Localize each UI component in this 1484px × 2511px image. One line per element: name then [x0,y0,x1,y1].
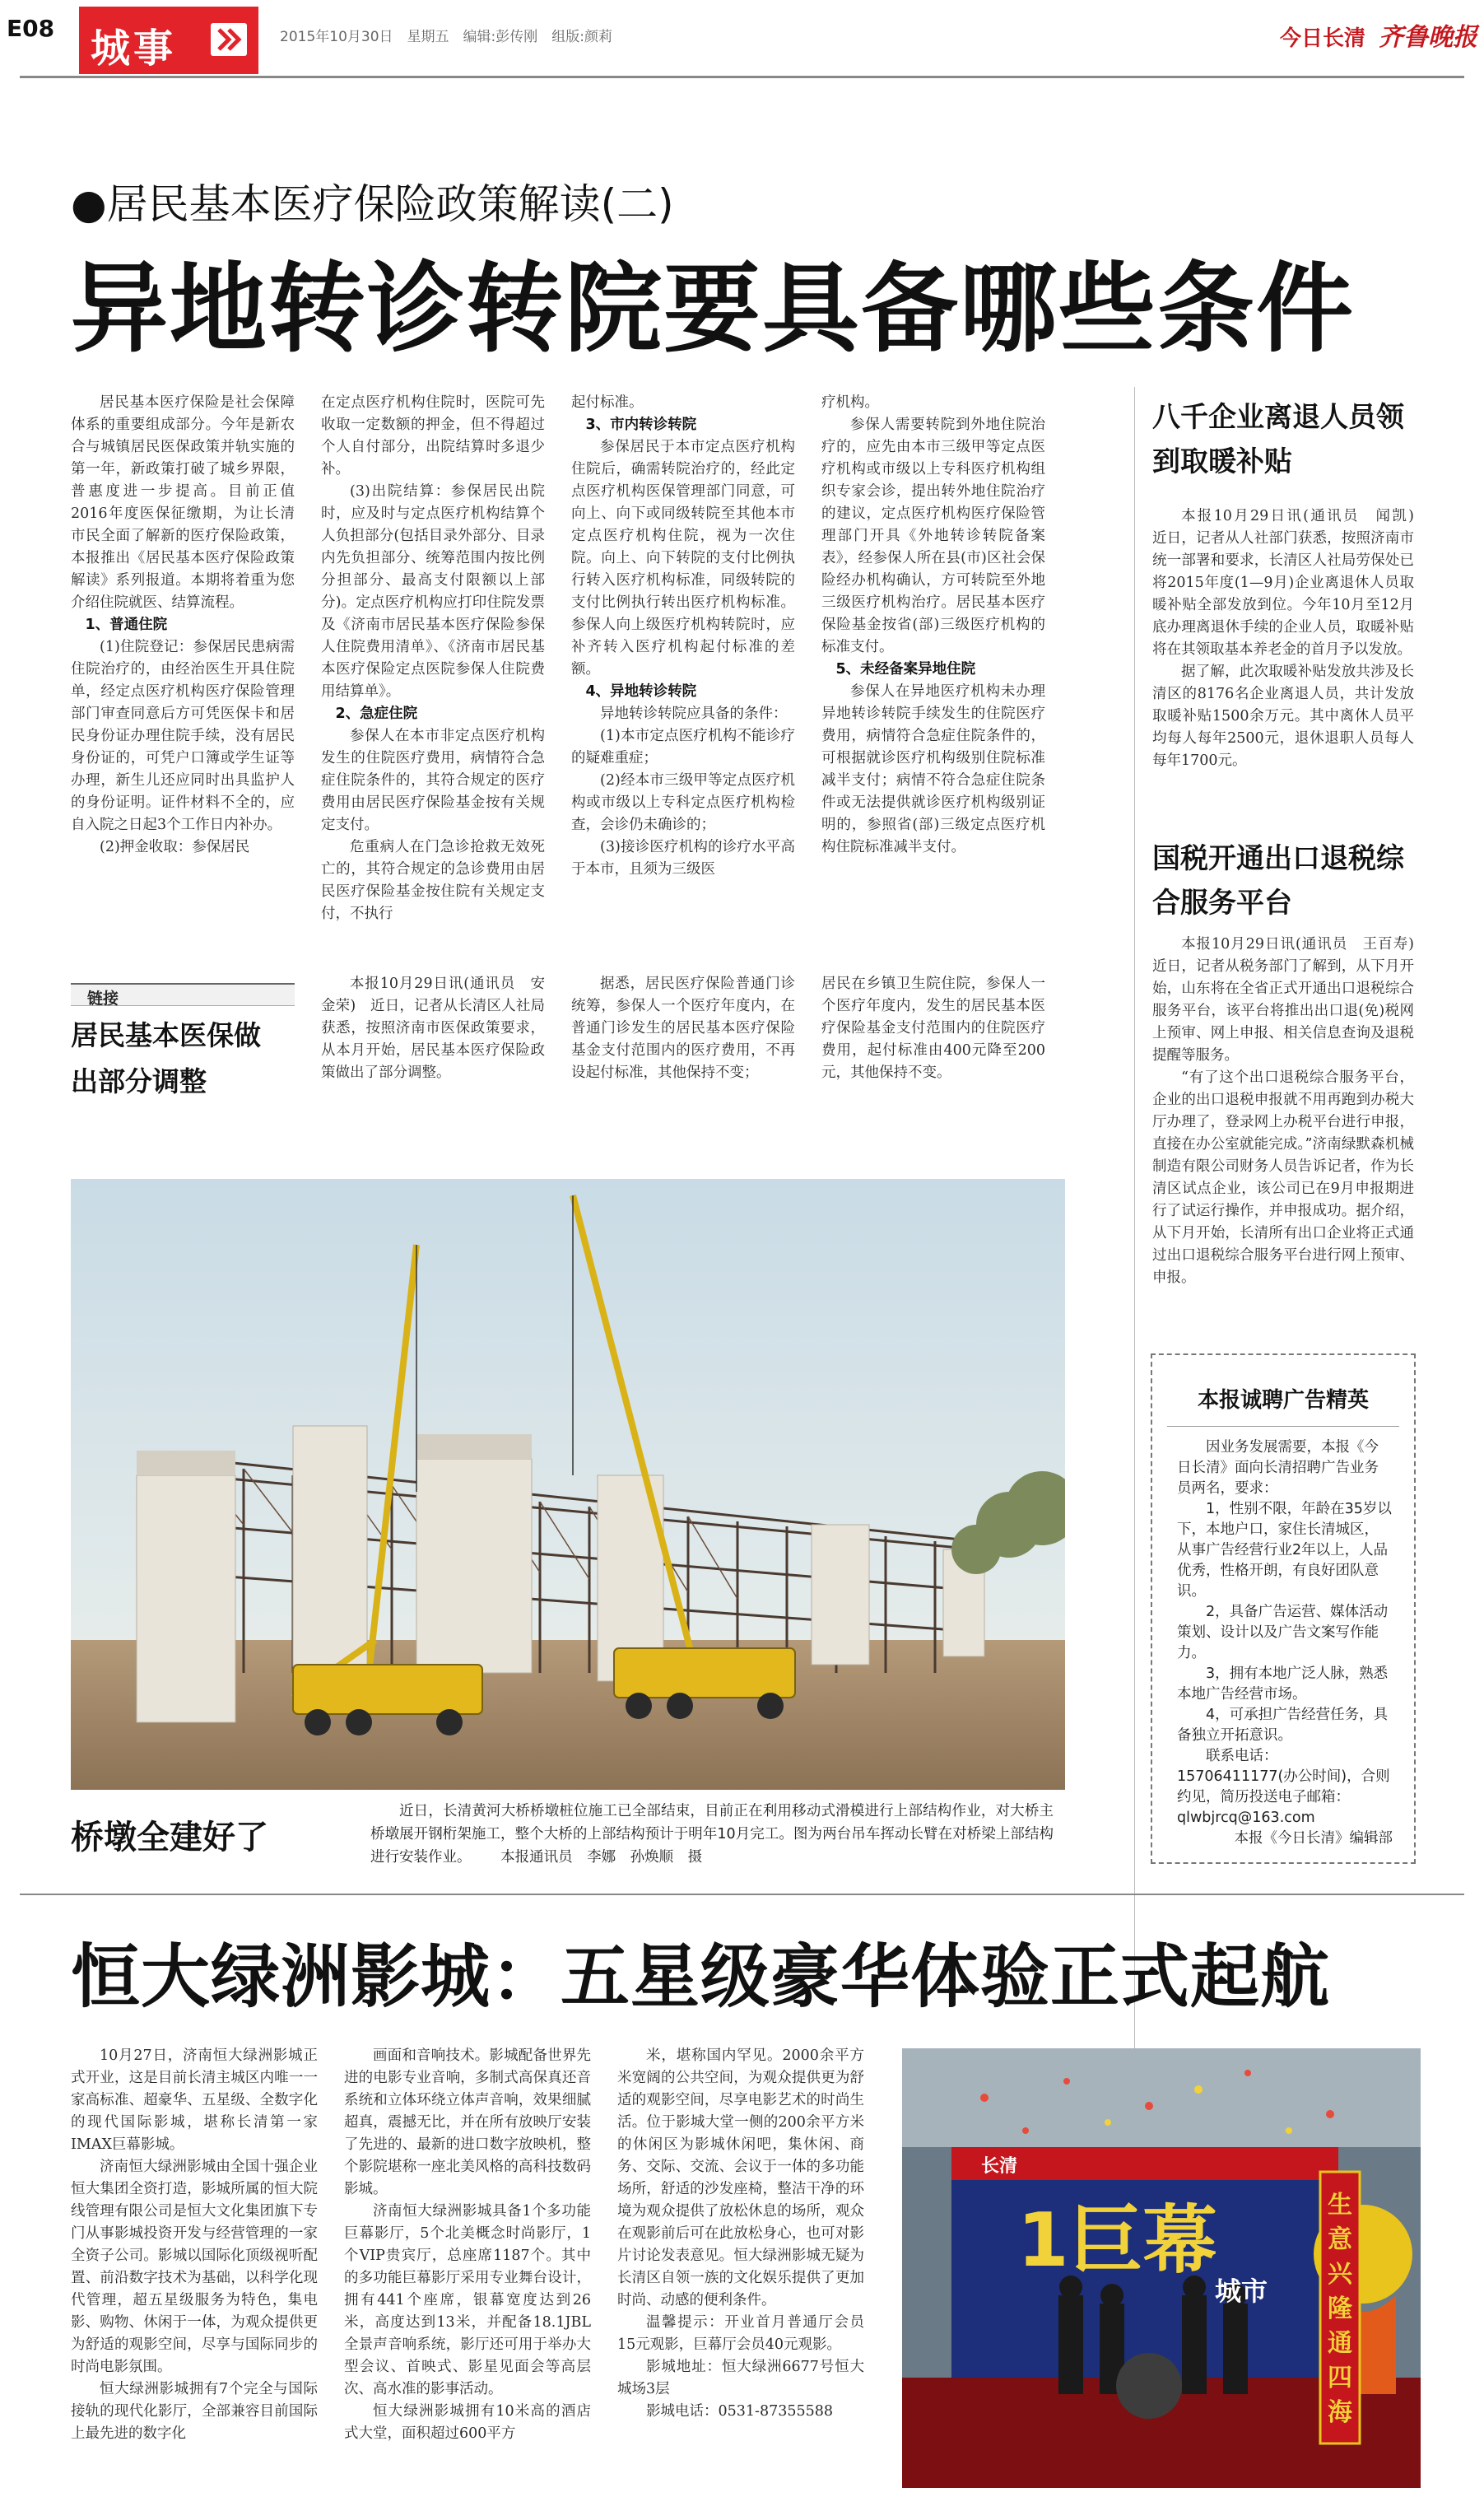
paragraph: 参保人在异地医疗机构未办理异地转诊转院手续发生的住院医疗费用，病情符合急症住院条件的，可根据就诊医疗机构级别住院标准减半支付；病情不符合急症住院条件或无法提供就诊医疗机构级别证明的，参照省(部)三级定点医疗机构住院标准减半支付。 [821,683,1045,855]
article2-column-1 [71,2045,318,2445]
paragraph: 居民基本医疗保险是社会保障体系的重要组成部分。今年是新农合与城镇居民医保政策并轨实施的第一年，新政策打破了城乡界限，普惠度进一步提高。目前正值2016年度医保征缴期，为让长清市民全面了解新的医疗保险政策，本报推出《居民基本医疗保险政策解读》系列报道。本期将着重为您介绍住院就医、结算流程。 [71,394,295,611]
ad-paragraph: 因业务发展需要，本报《今日长清》面向长清招聘广告业务员两名，要求： [1177,1439,1379,1497]
paragraph: 影城电话：0531-87355588 [646,2403,834,2420]
ad-paragraph: 3，拥有本地广泛人脉，熟悉本地广告经营市场。 [1177,1665,1389,1703]
article2-headline: 恒大绿洲影城：五星级豪华体验正式起航 [71,1936,1331,2017]
paragraph: 恒大绿洲影城拥有10米高的酒店式大堂，面积超过600平方 [344,2403,591,2442]
brand-name: 今日长清 [1280,26,1366,51]
recruit-ad [1151,1353,1416,1864]
sidebar-headline-1: 八千企业离退人员领到取暖补贴 [1152,401,1404,478]
subheading: 1、普通住院 [85,617,168,633]
article2-column-3 [617,2045,864,2423]
ad-body [1177,1437,1393,1849]
paragraph: 参保居民于本市定点医疗机构住院后，确需转院治疗的，经此定点医疗机构医保管理部门同意，可向上、向下或同级转院至其他本市定点医疗机构住院，视为一次住院。向上、向下转院的支付比例执行转入医疗机构标准，同级转院的支付比例执行转出医疗机构标准。参保人向上级医疗机构转院时，应补齐转入医疗机构起付标准的差额。 [571,439,795,678]
article-column-4 [821,392,1045,859]
cinema-opening-photo [902,2048,1421,2488]
article-headline: 异地转诊转院要具备哪些条件 [71,252,1356,366]
photo-caption [370,1800,1054,1869]
paragraph: (2)押金收取：参保居民 [100,839,250,855]
link-label: 链接 [87,990,119,1008]
paragraph: 疗机构。 [821,394,879,411]
link-column-1: 本报10月29日讯(通讯员 安金荣) 近日，记者从长清区人社局获悉，按照济南市医保政策要求，从本月开始，居民基本医疗保险政策做出了部分调整。 [321,976,545,1081]
link-column-2: 据悉，居民医疗保险普通门诊统筹，参保人一个医疗年度内，在普通门诊发生的居民基本医疗保险基金支付范围内的医疗费用，不再设起付标准，其他保持不变； [571,976,795,1081]
ad-paragraph: 2，具备广告运营、媒体活动策划、设计以及广告文案写作能力。 [1177,1604,1389,1661]
photo-headline: 桥墩全建好了 [71,1819,268,1856]
paragraph: 本报10月29日讯(通讯员 王百寿) 近日，记者从税务部门了解到，从下月开始，山东将在全省正式开通出口退税综合服务平台，该平台将推出出口退(免)税网上预审、网上申报、相关信息查询及退税提醒等服务。 [1152,936,1429,1064]
ad-paragraph: 4，可承担广告经营任务，具备独立开拓意识。 [1177,1707,1389,1744]
link-label-bar [71,983,295,1006]
bridge-construction-photo [71,1179,1065,1790]
paragraph: 10月27日，济南恒大绿洲影城正式开业，这是目前长清主城区内唯一一家高标准、超豪华、五星级、全数字化的现代国际影城，堪称长清第一家IMAX巨幕影城。 [71,2047,318,2153]
sidebar-story-2 [1152,934,1429,1289]
paragraph: 起付标准。 [571,394,644,411]
section-title: 城事 [91,26,177,72]
paragraph: (3)出院结算：参保居民出院时，应及时与定点医疗机构结算个人负担部分(包括目录外部分、目录内先负担部分、统筹范围内按比例分担部分、最高支付限额以上部分)。定点医疗机构应打印住院发票及《济南市居民基本医疗保险参保人住院费用清单》、《济南市居民基本医疗保险定点医院参保人住院费用结算单》。 [321,483,545,700]
ad-contact: 本报《今日长清》编辑部 [1234,1830,1393,1847]
article-column-2 [321,392,545,925]
paragraph: 参保人在本市非定点医疗机构发生的住院医疗费用，病情符合急症住院条件的，其符合规定的医疗费用由居民医疗保险基金按有关规定支付。 [321,728,545,833]
paragraph: (2)经本市三级甲等定点医疗机构或市级以上专科定点医疗机构检查，会诊仍未确诊的； [571,772,795,833]
article-kicker: ●居民基本医疗保险政策解读(二) [71,180,674,228]
newspaper-logo: 齐鲁晚报 [1379,23,1477,52]
double-chevron-icon [211,23,247,56]
ad-title: 本报诚聘广告精英 [1197,1388,1369,1413]
article-column-1 [71,392,295,859]
link-box [71,965,1058,1154]
paragraph: 济南恒大绿洲影城由全国十强企业恒大集团全资打造，影城所属的恒大院线管理有限公司是恒大文化集团旗下专门从事影城投资开发与经营管理的一家全资子公司。影城以国际化顶级视听配置、前沿数字技术为基础，以科学化现代管理，超五星级服务为特色，集电影、购物、休闲于一体，为观众提供更为舒适的观影空间，尽享与国际同步的时尚电影氛围。 [71,2159,318,2375]
paragraph: (1)本市定点医疗机构不能诊疗的疑难重症； [571,728,795,766]
section-tab [79,7,258,74]
subheading: 2、急症住院 [335,706,418,722]
paragraph: “有了这个出口退税综合服务平台，企业的出口退税申报就不用再跑到办税大厅办理了，登录网上办税平台进行申报，直接在办公室就能完成。”济南绿默森机械制造有限公司财务人员告诉记者，作为长清区试点企业，该公司已在9月申报期进行了试运行操作，并申报成功。据介绍，从下月开始，长清所有出口企业将正式通过出口退税综合服务平台进行网上预审、申报。 [1152,1069,1414,1286]
section-divider [20,1894,1464,1895]
subheading: 5、未经备案异地住院 [835,661,976,678]
paragraph: (3)接诊医疗机构的诊疗水平高于本市，且须为三级医 [571,839,795,878]
article-column-3 [571,392,795,881]
page-header [0,0,1484,79]
column-rule [1134,387,1135,2124]
paragraph: (1)住院登记：参保居民患病需住院治疗的，由经治医生开具住院单，经定点医疗机构医疗保险管理部门审查同意后方可凭医保卡和居民身份证办理住院手续，没有居民身份证的，可凭户口簿或学生证等办理，新生儿还应同时出具监护人的身份证明。证件材料不全的，应自入院之日起3个工作日内补办。 [71,639,295,833]
paragraph: 影城地址：恒大绿洲6677号恒大城场3层 [617,2359,864,2397]
paragraph: 参保人需要转院到外地住院治疗的，应先由本市三级甲等定点医疗机构或市级以上专科医疗机构组织专家会诊，提出转外地住院治疗的建议，定点医疗机构医疗保险管理部门开具《外地转诊转院备案表》，经参保人所在县(市)区社会保险经办机构确认，方可转院至外地三级医疗机构治疗。居民基本医疗保险基金按省(部)三级医疗机构的标准支付。 [821,417,1045,655]
paragraph: 据了解，此次取暖补贴发放共涉及长清区的8176名企业离退人员，共计发放取暖补贴1500余万元。其中离休人员平均每人每年2500元，退休退职人员每人每年1700元。 [1152,664,1414,769]
paragraph: 异地转诊转院应具备的条件： [600,706,788,722]
paragraph: 在定点医疗机构住院时，医院可先收取一定数额的押金，但不得超过个人自付部分，出院结算时多退少补。 [321,394,545,478]
caption-text: 近日，长清黄河大桥桥墩桩位施工已全部结束，目前正在利用移动式滑模进行上部结构作业，对大桥主桥墩展开钢桁架施工，整个大桥的上部结构预计于明年10月完工。图为两台吊车挥动长臂在对桥梁上部结构进行安装作业。 [370,1803,1054,1866]
banner-right-text: 城市 [1215,2276,1268,2307]
link-column-3: 居民在乡镇卫生院住院，参保人一个医疗年度内，发生的居民基本医疗保险基金支付范围内的住院医疗费用，起付标准由400元降至200元，其他保持不变。 [821,976,1045,1081]
ad-contact: 联系电话：15706411177(办公时间)，合则约见，简历投送电子邮箱：qlwbjrcq@163.com [1177,1748,1390,1826]
page-number: E08 [7,15,55,42]
paragraph: 本报10月29日讯(通讯员 闻凯) 近日，记者从人社部门获悉，按照济南市统一部署和要求，长清区人社局劳保处已将2015年度(1—9月)企业离退休人员取暖补贴全部发放到位。今年10月至12月底办理离退休手续的企业人员，取暖补贴将在其领取基本养老金的首月予以发放。 [1152,508,1429,658]
ad-paragraph: 1，性别不限，年龄在35岁以下，本地户口，家住长清城区，从事广告经营行业2年以上，人品优秀，性格开朗，有良好团队意识。 [1177,1501,1392,1600]
ad-rule [1167,1426,1399,1427]
banner-left-text: 长清 [981,2156,1018,2177]
paragraph: 温馨提示：开业首月普通厅会员15元观影，巨幕厅会员40元观影。 [617,2314,864,2353]
subheading: 3、市内转诊转院 [585,417,697,433]
article2-column-2 [344,2045,591,2445]
date-line: 2015年10月30日 星期五 编辑:彭传刚 组版:颜莉 [280,29,612,45]
paragraph: 济南恒大绿洲影城具备1个多功能巨幕影厅，5个北美概念时尚影厅，1个VIP贵宾厅，总座席1187个。其中的多功能巨幕影厅采用专业舞台设计，拥有441个座席，银幕宽度达到26米，高度达到13米，并配备18.1JBL全景声音响系统，影厅还可用于举办大型会议、首映式、影星见面会等高层次、高水准的影事活动。 [344,2203,591,2397]
paragraph: 米，堪称国内罕见。2000余平方米宽阔的公共空间，为观众提供更为舒适的观影空间，尽享电影艺术的时尚生活。位于影城大堂一侧的200余平方米的休闲区为影城休闲吧，集休闲、商务、交际、交流、会议于一体的多功能场所，舒适的沙发座椅，整洁干净的环境为观众提供了放松休息的场所，观众在观影前后可在此放松身心，也可对影片讨论发表意见。恒大绿洲影城无疑为长清区自领一族的文化娱乐提供了更加时尚、动感的便利条件。 [617,2047,864,2308]
sidebar-story-1 [1152,505,1429,772]
scroll-text: 生意兴隆通四海 [1328,2191,1352,2427]
link-title: 居民基本医保做出部分调整 [71,1019,261,1097]
header-rule [20,76,1464,78]
photo-credit: 本报通讯员 李娜 孙焕顺 摄 [500,1849,703,1866]
sidebar-headline-2: 国税开通出口退税综合服务平台 [1152,842,1404,920]
paragraph: 画面和音响技术。影城配备世界先进的电影专业音响，多制式高保真还音系统和立体环绕立体声音响，效果细腻超真，震撼无比，并在所有放映厅安装了先进的、最新的进口数字放映机，整个影院堪称一座北美风格的高科技数码影城。 [344,2047,591,2197]
paragraph: 恒大绿洲影城拥有7个完全与国际接轨的现代化影厅，全部兼容目前国际上最先进的数字化 [71,2381,318,2442]
subheading: 4、异地转诊转院 [585,683,697,700]
banner-big-text: 1巨幕 [1017,2197,1217,2284]
paragraph: 危重病人在门急诊抢救无效死亡的，其符合规定的急诊费用由居民医疗保险基金按住院有关规定支付，不执行 [321,839,545,922]
